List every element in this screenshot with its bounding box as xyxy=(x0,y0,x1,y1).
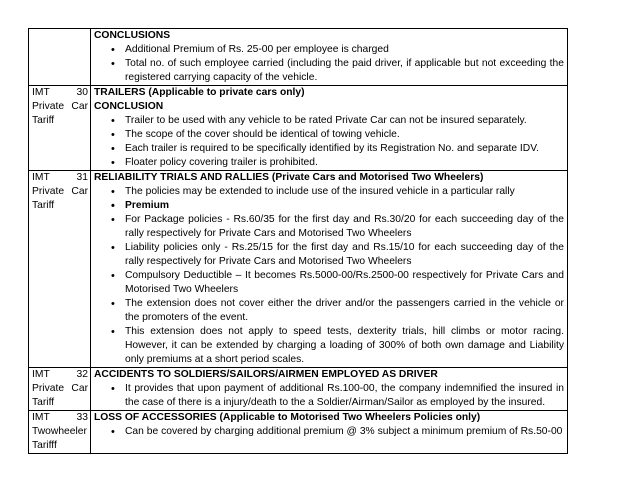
tariff-code-line: Private Car xyxy=(32,186,88,197)
section-title: ACCIDENTS TO SOLDIERS/SAILORS/AIRMEN EMPLOYED AS DRIVER xyxy=(94,369,438,380)
tariff-code-line: IMT 31 xyxy=(32,172,88,183)
bullet-item: • Can be covered by charging additional premium @ 3% subject a minimum premium of Rs.50-00 xyxy=(111,425,564,439)
tariff-code-cell xyxy=(29,411,91,454)
bullet-item: • Each trailer is required to be specifically identified by its Registration No. and separate IDV. xyxy=(111,142,564,156)
tariff-code-cell xyxy=(29,29,91,86)
section-content-cell xyxy=(91,86,568,171)
bullet-list xyxy=(94,43,564,85)
section-title: CONCLUSIONS xyxy=(94,30,171,41)
tariff-code-cell xyxy=(29,368,91,411)
bullet-item: • Additional Premium of Rs. 25-00 per employee is charged xyxy=(111,43,564,57)
bullet-item: • It provides that upon payment of additional Rs.100-00, the company indemnified the insured in the case of there is a injury/death to the a Soldier/Airman/Sailor as employed by the insured. xyxy=(111,382,564,410)
bullet-item: • For Package policies - Rs.60/35 for the first day and Rs.30/20 for each succeeding day of the rally respectively for Private Cars and Motorised Two Wheelers xyxy=(111,213,564,241)
tariff-code-line: IMT 32 xyxy=(32,369,88,380)
bullet-item: • Premium xyxy=(111,199,564,213)
bullet-item: • The policies may be extended to include use of the insured vehicle in a particular rally xyxy=(111,185,564,199)
table-row xyxy=(29,171,568,368)
tariff-code-cell xyxy=(29,171,91,368)
bullet-item: • Trailer to be used with any vehicle to be rated Private Car can not be insured separately. xyxy=(111,114,564,128)
table-row xyxy=(29,86,568,171)
tariff-code-line: Tariff xyxy=(32,200,55,211)
table-row xyxy=(29,368,568,411)
bullet-item: • Compulsory Deductible – It becomes Rs.5000-00/Rs.2500-00 respectively for Private Cars and Motorised Two Wheelers xyxy=(111,269,564,297)
bullet-item: • Total no. of such employee carried (including the paid driver, if applicable but not exceeding the registered carrying capacity of the vehicle. xyxy=(111,57,564,85)
bullet-item: • The extension does not cover either the driver and/or the passengers carried in the vehicle or the promoters of the event. xyxy=(111,297,564,325)
bullet-item: • This extension does not apply to speed tests, dexterity trials, hill climbs or motor racing. However, it can be extended by charging a loading of 300% of both own damage and Liability only premiums at a short period scales. xyxy=(111,325,564,367)
section-content-cell xyxy=(91,368,568,411)
section-content-cell xyxy=(91,29,568,86)
tariff-code-line: Tariff xyxy=(32,397,55,408)
tariff-code-line: IMT 30 xyxy=(32,87,88,98)
tariff-code-line: Twowheeler xyxy=(32,426,87,437)
section-title: RELIABILITY TRIALS AND RALLIES (Private Cars and Motorised Two Wheelers) xyxy=(94,172,484,183)
bullet-list xyxy=(94,114,564,170)
tariff-code-line: Private Car xyxy=(32,101,88,112)
table-row xyxy=(29,29,568,86)
tariff-code-line: Tariff xyxy=(32,115,55,126)
bullet-list xyxy=(94,425,564,439)
bullet-list xyxy=(94,185,564,367)
section-content-cell xyxy=(91,171,568,368)
section-title: LOSS OF ACCESSORIES (Applicable to Motorised Two Wheelers Policies only) xyxy=(94,412,481,423)
section-title: TRAILERS (Applicable to private cars only) xyxy=(94,87,305,98)
table-body xyxy=(29,29,568,454)
tariff-code-line: Tarifff xyxy=(32,440,57,451)
bullet-item: • Floater policy covering trailer is prohibited. xyxy=(111,156,564,170)
section-content-cell xyxy=(91,411,568,454)
bullet-item: • The scope of the cover should be identical of towing vehicle. xyxy=(111,128,564,142)
tariff-code-line: Private Car xyxy=(32,383,88,394)
tariff-table xyxy=(28,28,568,454)
tariff-code-cell xyxy=(29,86,91,171)
section-subtitle: CONCLUSION xyxy=(94,101,164,112)
bullet-item: • Liability policies only - Rs.25/15 for the first day and Rs.15/10 for each succeeding day of the rally respectively for Private Cars and Motorised Two Wheelers xyxy=(111,241,564,269)
table-row xyxy=(29,411,568,454)
tariff-code-line: IMT 33 xyxy=(32,412,88,423)
bullet-list xyxy=(94,382,564,410)
